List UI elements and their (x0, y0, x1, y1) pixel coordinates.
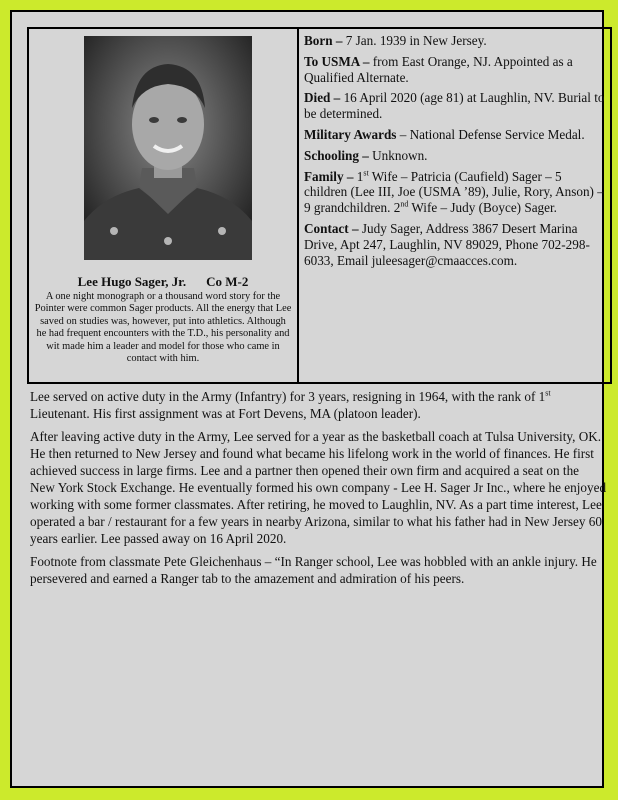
bio-p1-a: Lee served on active duty in the Army (Infantry) for 3 years, resigning in 1964, with the rank of 1 (30, 389, 546, 404)
family-sup1: st (363, 168, 369, 178)
fact-schooling (304, 148, 605, 164)
page-panel (10, 10, 607, 788)
bio-paragraph-career: After leaving active duty in the Army, Lee served for a year as the basketball coach at Tulsa University, OK. He then returned to New Jersey and found what became his lifelong work in the world of finances. He first achieved success in large firms. Lee and a partner then opened their own firm and acquired a seat on the New York Stock Exchange. He eventually formed his own company - Lee H. Sager Jr Inc., where he enjoyed working with some former classmates. After retiring, he moved to Laughlin, NV. As a part time interest, Lee operated a bar / restaurant for a few years in nearby Arizona, similar to what his father had in New Jersey 60 years earlier. Lee passed away on 16 April 2020. (30, 429, 607, 546)
biography (30, 388, 607, 593)
cadet-name-line (29, 274, 297, 290)
died-label: Died – (304, 90, 341, 106)
facts-column (302, 29, 607, 277)
usma-text: from East Orange, NJ. Appointed as a Qualified Alternate. (304, 53, 573, 85)
awards-text: – National Defense Service Medal. (396, 126, 585, 142)
contact-label: Contact – (304, 220, 359, 236)
fact-born (304, 33, 605, 49)
fact-contact (304, 221, 605, 268)
fact-died (304, 90, 605, 122)
family-num1: 1 (353, 168, 364, 184)
died-text: 16 April 2020 (age 81) at Laughlin, NV. Burial to be determined. (304, 90, 605, 122)
cadet-portrait-photo (84, 36, 252, 260)
awards-label: Military Awards (304, 126, 397, 142)
fact-awards (304, 127, 605, 143)
bio-paragraph-footnote: Footnote from classmate Pete Gleichenhaus – “In Ranger school, Lee was hobbled with an ankle injury. He persevered and earned a Ranger tab to the amazement and admiration of his peers. (30, 554, 597, 586)
family-text1: Wife – Patricia (Caufield) Sager – 5 children (Lee III, Joe (USMA ’89), Julie, Rory, Anson) – 9 grandchildren. 2 (304, 168, 604, 216)
born-label: Born – (304, 33, 343, 48)
cadet-name: Lee Hugo Sager, Jr. (77, 274, 187, 289)
family-sup2: nd (400, 199, 409, 209)
profile-box (27, 27, 612, 384)
fact-usma (304, 54, 605, 86)
fact-family (304, 169, 605, 216)
portrait-column (29, 29, 299, 382)
schooling-label: Schooling – (304, 147, 369, 163)
cadet-company: Co M-2 (206, 274, 249, 289)
family-label: Family – (304, 168, 354, 184)
usma-label: To USMA – (304, 53, 370, 69)
contact-text: Judy Sager, Address 3867 Desert Marina Drive, Apt 247, Laughlin, NV 89029, Phone 702-298-6033, Email juleesager@cmaacces.com. (304, 220, 590, 268)
yearbook-blurb: A one night monograph or a thousand word story for the Pointer were common Sager products. All the energy that Lee saved on studies was, however, put into athletics. Although he had frequent encounters with the T.D., his personality and wit made him a leader and model for those who came in contact with him. (34, 291, 292, 365)
family-text2: Wife – Judy (Boyce) Sager. (408, 200, 557, 216)
portrait-illustration (84, 36, 252, 260)
bio-p1-sup: st (545, 388, 551, 398)
born-text: 7 Jan. 1939 in New Jersey. (342, 33, 487, 48)
schooling-text: Unknown. (368, 147, 428, 163)
bio-paragraph-service (30, 388, 607, 422)
bio-p1-b: Lieutenant. His first assignment was at Fort Devens, MA (platoon leader). (30, 406, 421, 421)
